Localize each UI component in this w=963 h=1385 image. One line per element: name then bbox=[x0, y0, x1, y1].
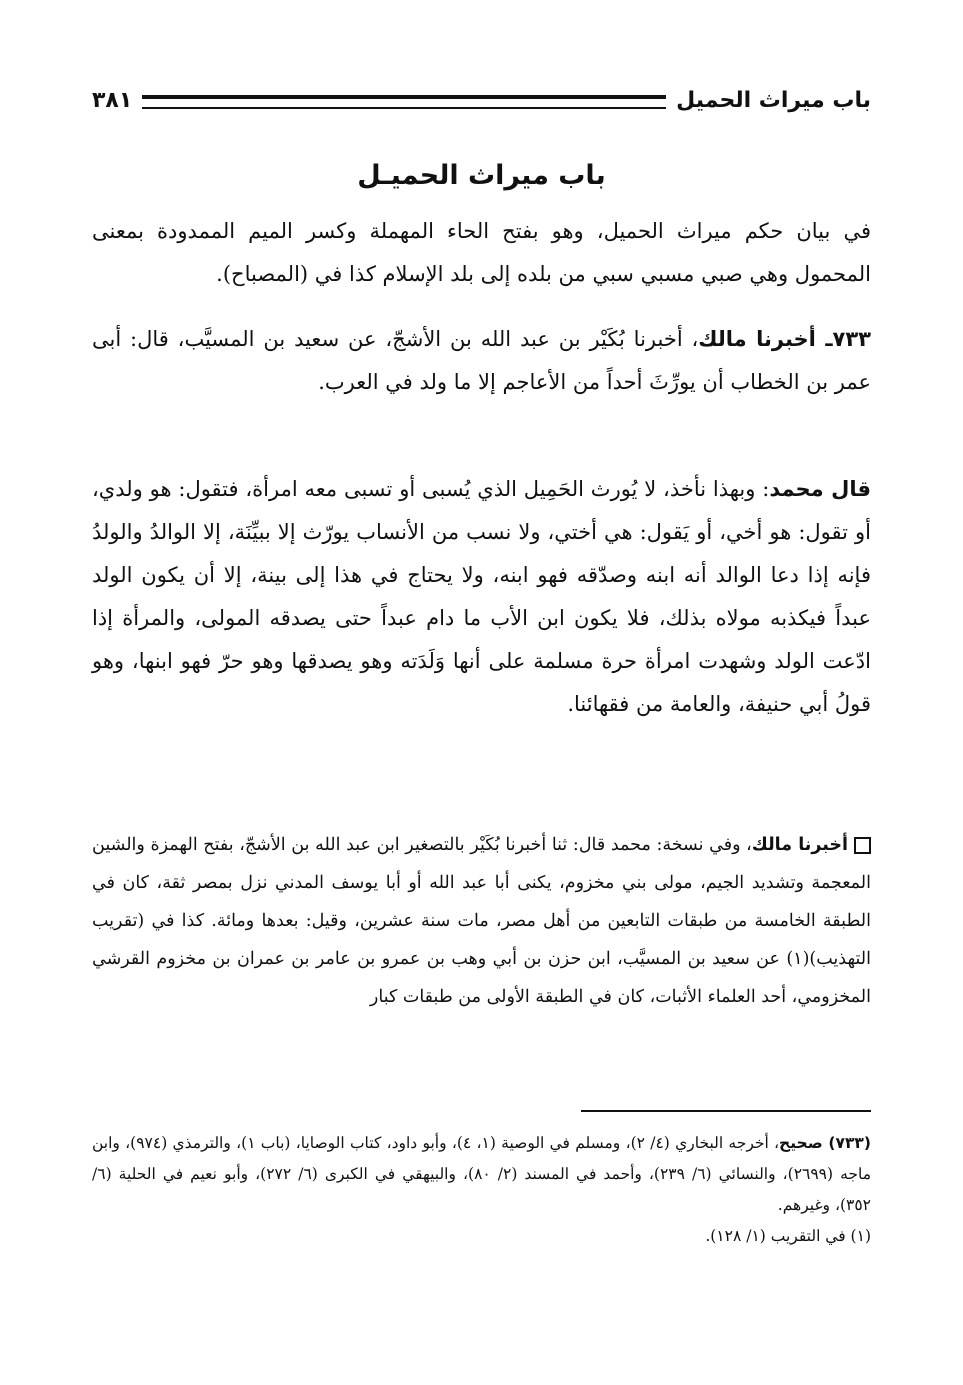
page-number: ٣٨١ bbox=[92, 87, 133, 113]
footnote-takhrij-lead: (٧٣٣) صحيح bbox=[779, 1134, 871, 1152]
footnote-divider bbox=[581, 1110, 871, 1112]
sharh-lead: أخبرنا مالك bbox=[751, 835, 849, 855]
square-box-icon bbox=[854, 837, 871, 854]
footnote-one: (١) في التقريب (١/ ١٢٨). bbox=[705, 1227, 871, 1245]
hadith-paragraph bbox=[92, 318, 871, 404]
commentary-lead: قال محمد bbox=[769, 477, 871, 501]
hadith-number-lead: ٧٣٣ـ أخبرنا مالك bbox=[698, 327, 871, 351]
running-title: باب ميراث الحميل bbox=[676, 87, 871, 113]
hadith-text: ، أخبرنا بُكَيْر بن عبد الله بن الأشجّ، عن سعيد بن المسيَّب، قال: أبى عمر بن الخطاب أن يورِّثَ أحداً من الأعاجم إلا ما ولد في العرب. bbox=[92, 327, 871, 394]
footnotes bbox=[92, 1128, 871, 1252]
intro-paragraph: في بيان حكم ميراث الحميل، وهو بفتح الحاء المهملة وكسر الميم الممدودة بمعنى المحمول وهي صبي مسبي سبي من بلده إلى بلد الإسلام كذا في (المصباح). bbox=[92, 219, 871, 286]
running-header bbox=[92, 82, 871, 118]
footnote-takhrij-text: ، أخرجه البخاري (٤/ ٢)، ومسلم في الوصية (١، ٤)، وأبو داود، كتاب الوصايا، (باب ١)، والترمذي (٩٧٤)، وابن ماجه (٢٦٩٩)، والنسائي (٦/ ٢٣٩)، وأحمد في المسند (٢/ ٨٠)، والبيهقي في الكبرى (٦/ ٢٧٢)، وأبو نعيم في الحلية (٦/ ٣٥٢)، وغيرهم. bbox=[92, 1134, 871, 1214]
header-rule bbox=[142, 95, 666, 109]
sharh-paragraph bbox=[92, 826, 871, 1016]
commentary-paragraph bbox=[92, 468, 871, 726]
commentary-text: : وبهذا نأخذ، لا يُورث الحَمِيل الذي يُسبى أو تسبى معه امرأة، فتقول: هو ولدي، أو تقول: هو أخي، أو يَقول: هي أختي، ولا نسب من الأنساب يورّث إلا ببيِّنَة، إلا الوالدُ والولدُ فإنه إذا دعا الوالد أنه ابنه وصدّقه فهو ابنه، ولا يحتاج في هذا إلى بينة، إلا أن يكون الولد عبداً فيكذبه مولاه بذلك، فلا يكون ابن الأب ما دام عبداً حتى يصدقه المولى، والمرأة إذا ادّعت الولد وشهدت امرأة حرة مسلمة على أنها وَلَدَته وهو يصدقها وهو حرّ فهو ابنها، وهو قولُ أبي حنيفة، والعامة من فقهائنا. bbox=[92, 477, 871, 716]
footnote-takhrij bbox=[92, 1128, 871, 1221]
chapter-title: باب ميراث الحميـل bbox=[357, 160, 606, 191]
sharh-text: ، وفي نسخة: محمد قال: ثنا أخبرنا بُكَيْر بالتصغير ابن عبد الله بن الأشجّ، بفتح الهمزة والشين المعجمة وتشديد الجيم، مولى بني مخزوم، يكنى أبا عبد الله أو أبا يوسف المدني نزل بمصر ثقة، كان في الطبقة الخامسة من طبقات التابعين من أهل مصر، مات سنة عشرين، وقيل: بعدها ومائة. كذا في (تقريب التهذيب)(١) عن سعيد بن المسيَّب، ابن حزن بن أبي وهب بن عمرو بن عامر بن عمران بن مخزوم القرشي المخزومي، أحد العلماء الأثبات، كان في الطبقة الأولى من طبقات كبار bbox=[92, 835, 871, 1007]
